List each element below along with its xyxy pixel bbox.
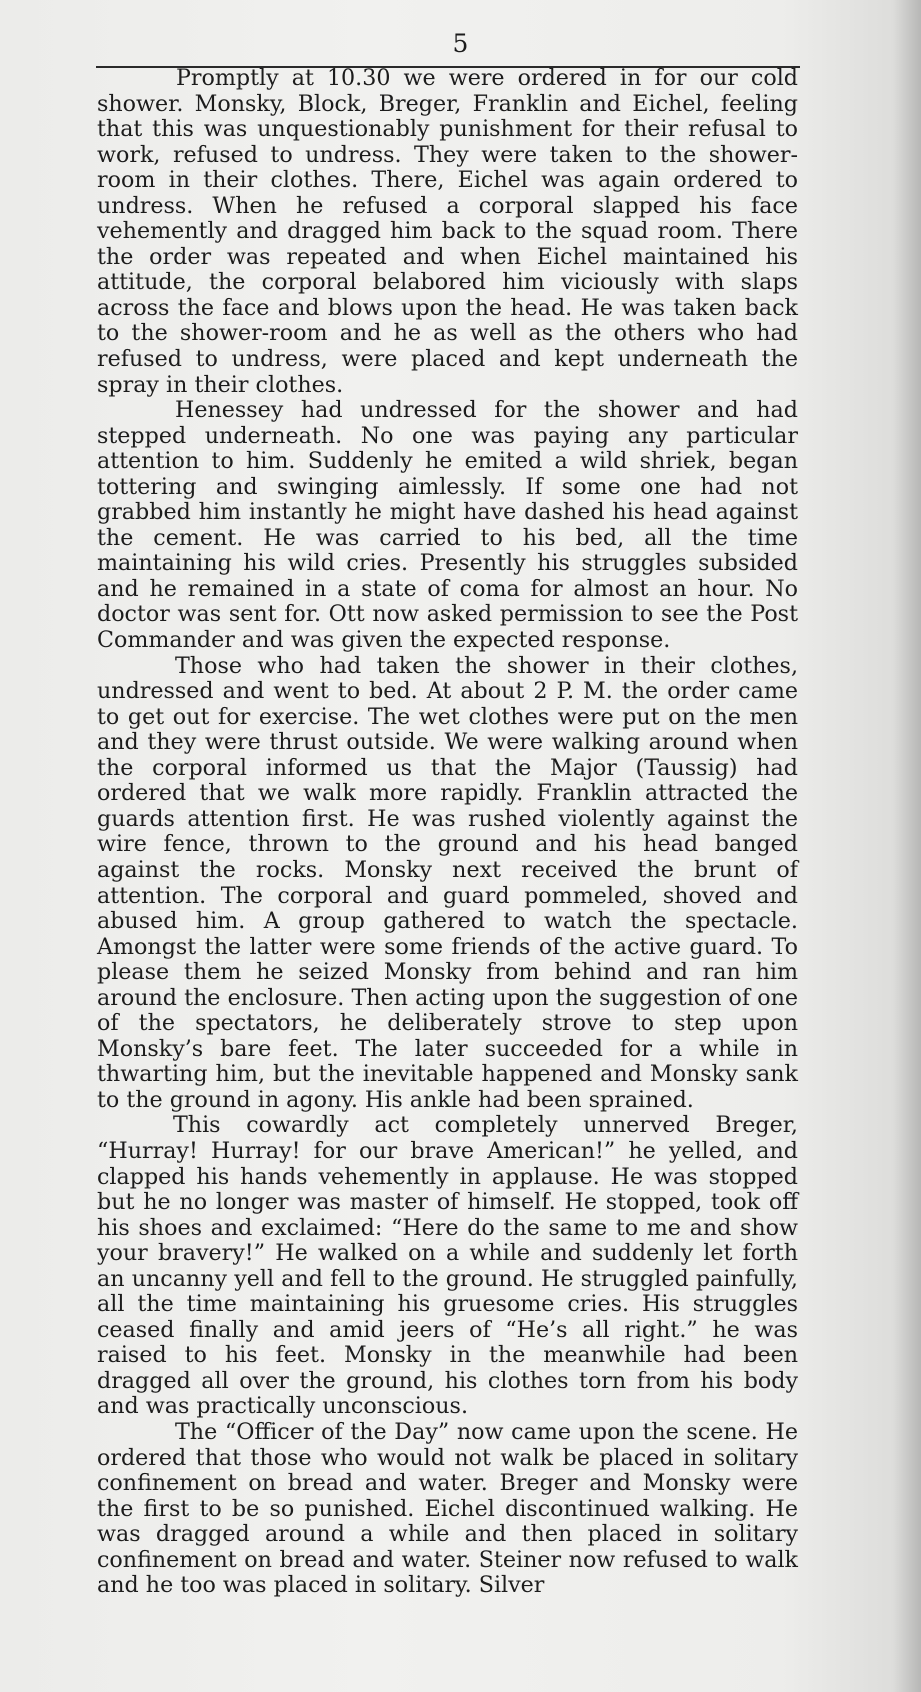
page-edge-shadow [893, 0, 921, 1692]
paragraph: This cowardly act completely unnerved Breger, “Hurray! Hurray! for our brave American!” he yelled, and clapped his hands vehemently in applause. He was stopped but he no longer was master of himself. He stopped, took off his shoes and exclaimed: “Here do the same to me and show your bravery!” He walked on a while and suddenly let forth an uncanny yell and fell to the ground. He struggled painfully, all the time maintaining his gruesome cries. His struggles ceased finally and amid jeers of “He’s all right.” he was raised to his feet. Monsky in the meanwhile had been dragged all over the ground, his clothes torn from his body and was practically unconscious. [97, 1112, 798, 1420]
body-text [97, 66, 798, 1599]
paragraph: Henessey had undressed for the shower and had stepped underneath. No one was paying any particular attention to him. Suddenly he emited a wild shriek, began tottering and swinging aimlessly. If some one had not grabbed him instantly he might have dashed his head against the cement. He was carried to his bed, all the time maintaining his wild cries. Presently his struggles subsided and he remained in a state of coma for almost an hour. No doctor was sent for. Ott now asked permission to see the Post Commander and was given the expected response. [97, 397, 798, 654]
paragraph: The “Officer of the Day” now came upon the scene. He ordered that those who would not walk be placed in solitary confinement on bread and water. Breger and Monsky were the first to be so punished. Eichel discontinued walking. He was dragged around a while and then placed in solitary confinement on bread and water. Steiner now refused to walk and he too was placed in solitary. Silver [97, 1418, 798, 1599]
page-number: 5 [452, 29, 469, 58]
paragraph: Promptly at 10.30 we were ordered in for our cold shower. Monsky, Block, Breger, Franklin and Eichel, feeling that this was unquestionably punishment for their refusal to work, refused to undress. They were taken to the shower-room in their clothes. There, Eichel was again ordered to undress. When he refused a corporal slapped his face vehemently and dragged him back to the squad room. There the order was repeated and when Eichel maintained his attitude, the corporal belabored him viciously with slaps across the face and blows upon the head. He was taken back to the shower-room and he as well as the others who had refused to undress, were placed and kept underneath the spray in their clothes. [97, 65, 798, 398]
paragraph: Those who had taken the shower in their clothes, undressed and went to bed. At about 2 P. M. the order came to get out for exercise. The wet clothes were put on the men and they were thrust outside. We were walking around when the corporal informed us that the Major (Taussig) had ordered that we walk more rapidly. Franklin attracted the guards attention first. He was rushed violently against the wire fence, thrown to the ground and his head banged against the rocks. Monsky next received the brunt of attention. The corporal and guard pommeled, shoved and abused him. A group gathered to watch the spectacle. Amongst the latter were some friends of the active guard. To please them he seized Monsky from behind and ran him around the enclosure. Then acting upon the suggestion of one of the spectators, he deliberately strove to step upon Monsky’s bare feet. The later succeeded for a while in thwarting him, but the inevitable happened and Monsky sank to the ground in agony. His ankle had been sprained. [97, 652, 798, 1113]
